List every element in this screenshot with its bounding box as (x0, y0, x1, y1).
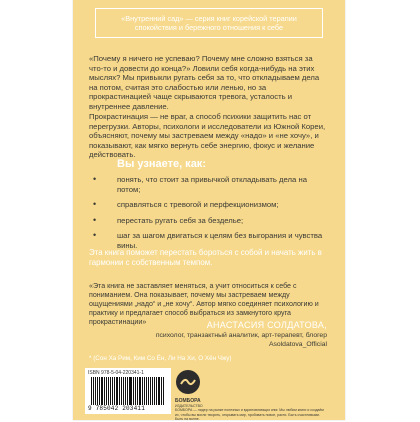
publisher-blurb: БОМБОРА — лидер на рынке полезных и вдохновляющих книг. Мы любим книги и создаём их, чтобы вы могли творить, открывать мир, пробовать новое, расти. Быть счастливыми. Быть на волне. (175, 408, 324, 422)
list-item-text: перестать ругать себя за безделье; (117, 215, 244, 225)
barcode-stripe (104, 377, 105, 405)
barcode-stripe (95, 377, 97, 405)
barcode-stripe (112, 377, 114, 405)
publisher-description (175, 398, 325, 422)
barcode-stripe (129, 377, 130, 405)
barcode-stripe (97, 377, 98, 405)
series-text: «Внутренний сад» — серия книг корейской терапии спокойствия и бережного отношения к себе (121, 14, 297, 32)
list-item-text: справляться с тревогой и перфекционизмом; (117, 200, 279, 209)
learn-heading: Вы узнаете, как: (117, 158, 206, 170)
barcode-stripe (150, 377, 151, 405)
highlight-paragraph: Эта книга поможет перестать бороться с собой и начать жить в гармонии с собственным темпом. (89, 248, 322, 267)
barcode-stripe (148, 377, 149, 405)
isbn-label: ISBN 978-5-04-220341-1 (88, 370, 144, 376)
bullet-icon: • (93, 230, 97, 240)
bullet-icon: • (93, 174, 97, 184)
barcode-stripe (152, 377, 154, 405)
barcode-stripe (135, 377, 136, 405)
barcode-stripe (139, 377, 141, 405)
barcode-stripe (133, 377, 135, 405)
barcode-stripe (123, 377, 125, 405)
list-item (89, 216, 327, 226)
barcode-digits: 9 785042 203411 (88, 405, 146, 412)
barcode-stripe (130, 377, 132, 405)
barcode-stripe (114, 377, 115, 405)
intro-paragraph: «Почему я ничего не успеваю? Почему мне сложно взяться за что-то и довести до конца?» Ловили себя когда-нибудь на этих мыслях? Мы привыкли ругать себя за то, что откладываем дела на потом, считая это слабостью или ленью, но за прокрастинацией чаще скрываются тревога, усталость и внутреннее давление. (89, 54, 320, 111)
barcode-stripe (142, 377, 143, 405)
barcode-stripe (91, 377, 92, 405)
list-item-text: понять, что стоит за привычкой откладывать дела на потом; (117, 175, 307, 194)
barcode-stripe (119, 377, 120, 405)
publisher-logo-icon (175, 369, 201, 395)
list-item (89, 175, 327, 194)
barcode-stripe (108, 377, 109, 405)
bullet-icon: • (93, 199, 97, 209)
reviewer-name: АНАСТАСИЯ СОЛДАТОВА, (206, 320, 327, 330)
barcode-icon (91, 377, 165, 405)
book-back-cover (73, 0, 345, 420)
reviewer-role: психолог, транзактный аналитик, арт-терапевт, блогер (155, 332, 327, 339)
barcode-stripe (101, 377, 103, 405)
barcode-block (85, 368, 171, 414)
review-quote: «Эта книга не заставляет меняться, а учит относиться к себе с пониманием. Она показывает, почему мы застреваем между ощущениями „надо“ и „не хочу“. Автор мягко соединяет психологию и практику и предлагает способ выбраться из замкнутого круга прокрастинации» (89, 282, 319, 326)
learn-list (89, 175, 327, 256)
list-item-text: шаг за шагом двигаться к целям без выгорания и чувства вины. (117, 231, 323, 250)
barcode-stripe (156, 377, 157, 405)
barcode-stripe (116, 377, 118, 405)
reviewer-handle: Asoldatova_Official (268, 340, 327, 348)
barcode-stripe (158, 377, 160, 405)
barcode-stripe (127, 377, 128, 405)
barcode-stripe (163, 377, 165, 405)
barcode-stripe (121, 377, 122, 405)
publisher-sub: ИЗДАТЕЛЬСТВО (175, 404, 203, 408)
barcode-stripe (144, 377, 145, 405)
barcode-stripe (146, 377, 148, 405)
authors-footnote: * (Сон Ха Рим, Ким Со Ён, Ли На Хи, О Хён Чжу) (89, 355, 232, 362)
body-paragraph: Прокрастинация — не враг, а способ психики защитить нас от перегрузки. Авторы, психологи и исследователи из Южной Кореи, объясняют, почему мы застреваем между «надо» и «не хочу», и показывают, как мягко вернуть себе энергию, фокус и желание действовать. (89, 112, 326, 159)
barcode-stripe (161, 377, 162, 405)
barcode-stripe (106, 377, 108, 405)
barcode-stripe (93, 377, 94, 405)
barcode-stripe (154, 377, 155, 405)
list-item (89, 200, 327, 210)
barcode-stripe (110, 377, 111, 405)
barcode-stripe (125, 377, 126, 405)
publisher-brand: БОМБОРА (175, 398, 201, 404)
barcode-stripe (137, 377, 138, 405)
reviewer-description (89, 332, 327, 349)
bullet-icon: • (93, 214, 97, 225)
series-banner (95, 8, 323, 38)
barcode-stripe (99, 377, 100, 405)
